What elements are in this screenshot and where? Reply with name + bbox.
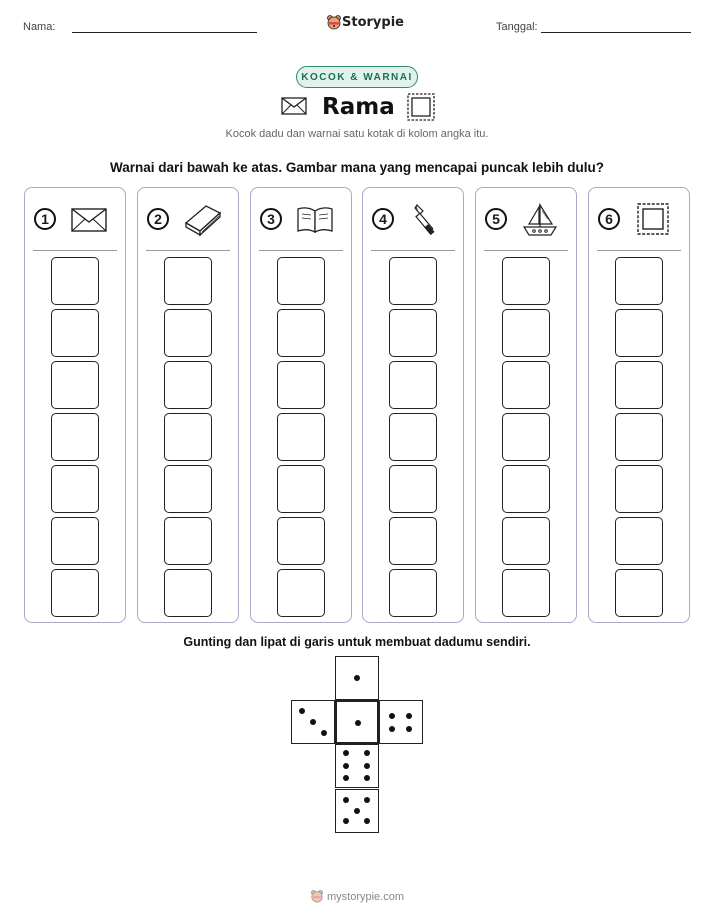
dice-face-5: [335, 789, 379, 833]
color-box[interactable]: [277, 517, 325, 565]
column-number: 3: [260, 208, 282, 230]
color-box[interactable]: [502, 517, 550, 565]
name-line[interactable]: [72, 32, 257, 33]
date-label: Tanggal:: [496, 21, 538, 33]
dice-face-1: [335, 700, 379, 744]
column-1: [24, 187, 126, 623]
question: Warnai dari bawah ke atas. Gambar mana yang mencapai puncak lebih dulu?: [110, 160, 604, 175]
date-line[interactable]: [541, 32, 691, 33]
column-number: 2: [147, 208, 169, 230]
color-box[interactable]: [51, 517, 99, 565]
dice-pip: [321, 730, 327, 736]
dice-pip: [389, 713, 395, 719]
footer: [0, 889, 714, 903]
dice-pip: [354, 808, 360, 814]
fountain-pen-icon: [407, 201, 447, 237]
color-box[interactable]: [502, 361, 550, 409]
activity-badge: KOCOK & WARNAI: [296, 66, 418, 88]
dice-pip: [299, 708, 305, 714]
color-box[interactable]: [164, 413, 212, 461]
dice-pip: [354, 675, 360, 681]
column-divider: [484, 250, 568, 251]
dice-pip: [343, 763, 349, 769]
color-box[interactable]: [277, 361, 325, 409]
envelope-icon: [69, 201, 109, 237]
column-2: [137, 187, 239, 623]
stamp-icon: [406, 92, 436, 122]
dice-pip: [389, 726, 395, 732]
color-box[interactable]: [615, 361, 663, 409]
book-closed-icon: [182, 201, 222, 237]
column-number: 6: [598, 208, 620, 230]
color-box[interactable]: [277, 309, 325, 357]
dice-face-1: [335, 656, 379, 700]
bear-mascot-icon: [310, 889, 324, 903]
color-box[interactable]: [51, 465, 99, 513]
dice-pip: [364, 797, 370, 803]
color-box[interactable]: [51, 309, 99, 357]
color-box[interactable]: [277, 257, 325, 305]
color-box[interactable]: [502, 569, 550, 617]
color-box[interactable]: [164, 257, 212, 305]
footer-url: mystorypie.com: [326, 891, 405, 903]
dice-pip: [364, 818, 370, 824]
dice-pip: [310, 719, 316, 725]
stamp-icon: [633, 201, 673, 237]
color-box[interactable]: [389, 361, 437, 409]
color-box[interactable]: [164, 517, 212, 565]
color-box[interactable]: [164, 465, 212, 513]
color-box[interactable]: [51, 361, 99, 409]
color-box[interactable]: [502, 257, 550, 305]
dice-face-6: [335, 744, 379, 788]
color-box[interactable]: [615, 257, 663, 305]
color-box[interactable]: [389, 465, 437, 513]
color-box[interactable]: [502, 413, 550, 461]
dice-face-3: [291, 700, 335, 744]
column-divider: [597, 250, 681, 251]
sailboat-icon: [520, 201, 560, 237]
column-divider: [146, 250, 230, 251]
dice-pip: [343, 797, 349, 803]
color-box[interactable]: [389, 309, 437, 357]
column-5: [475, 187, 577, 623]
open-book-icon: [295, 201, 335, 237]
dice-pip: [343, 750, 349, 756]
column-3: [250, 187, 352, 623]
color-box[interactable]: [615, 465, 663, 513]
dice-instruction: Gunting dan lipat di garis untuk membuat dadumu sendiri.: [183, 635, 531, 649]
color-box[interactable]: [389, 413, 437, 461]
bear-mascot-icon: [326, 14, 342, 30]
name-label: Nama:: [23, 21, 56, 33]
subtitle: Kocok dadu dan warnai satu kotak di kolom angka itu.: [225, 128, 489, 140]
column-6: [588, 187, 690, 623]
color-box[interactable]: [51, 413, 99, 461]
color-box[interactable]: [51, 569, 99, 617]
dice-face-4: [379, 700, 423, 744]
dice-pip: [406, 713, 412, 719]
color-box[interactable]: [277, 569, 325, 617]
brand-name: Storypie: [342, 15, 404, 30]
column-number: 1: [34, 208, 56, 230]
dice-pip: [343, 775, 349, 781]
color-box[interactable]: [164, 361, 212, 409]
color-box[interactable]: [389, 569, 437, 617]
color-box[interactable]: [615, 413, 663, 461]
dice-pip: [406, 726, 412, 732]
color-box[interactable]: [277, 465, 325, 513]
color-box[interactable]: [277, 413, 325, 461]
dice-pip: [364, 775, 370, 781]
page-title: Rama: [322, 94, 395, 120]
color-box[interactable]: [164, 569, 212, 617]
dice-pip: [343, 818, 349, 824]
color-box[interactable]: [615, 309, 663, 357]
column-divider: [259, 250, 343, 251]
color-box[interactable]: [615, 517, 663, 565]
color-box[interactable]: [51, 257, 99, 305]
column-divider: [33, 250, 117, 251]
column-divider: [371, 250, 455, 251]
dice-pip: [364, 750, 370, 756]
color-box[interactable]: [502, 465, 550, 513]
envelope-icon: [281, 97, 307, 115]
column-number: 4: [372, 208, 394, 230]
color-box[interactable]: [615, 569, 663, 617]
color-box[interactable]: [502, 309, 550, 357]
column-4: [362, 187, 464, 623]
color-box[interactable]: [389, 257, 437, 305]
color-box[interactable]: [164, 309, 212, 357]
dice-pip: [364, 763, 370, 769]
dice-pip: [355, 720, 361, 726]
column-number: 5: [485, 208, 507, 230]
color-box[interactable]: [389, 517, 437, 565]
